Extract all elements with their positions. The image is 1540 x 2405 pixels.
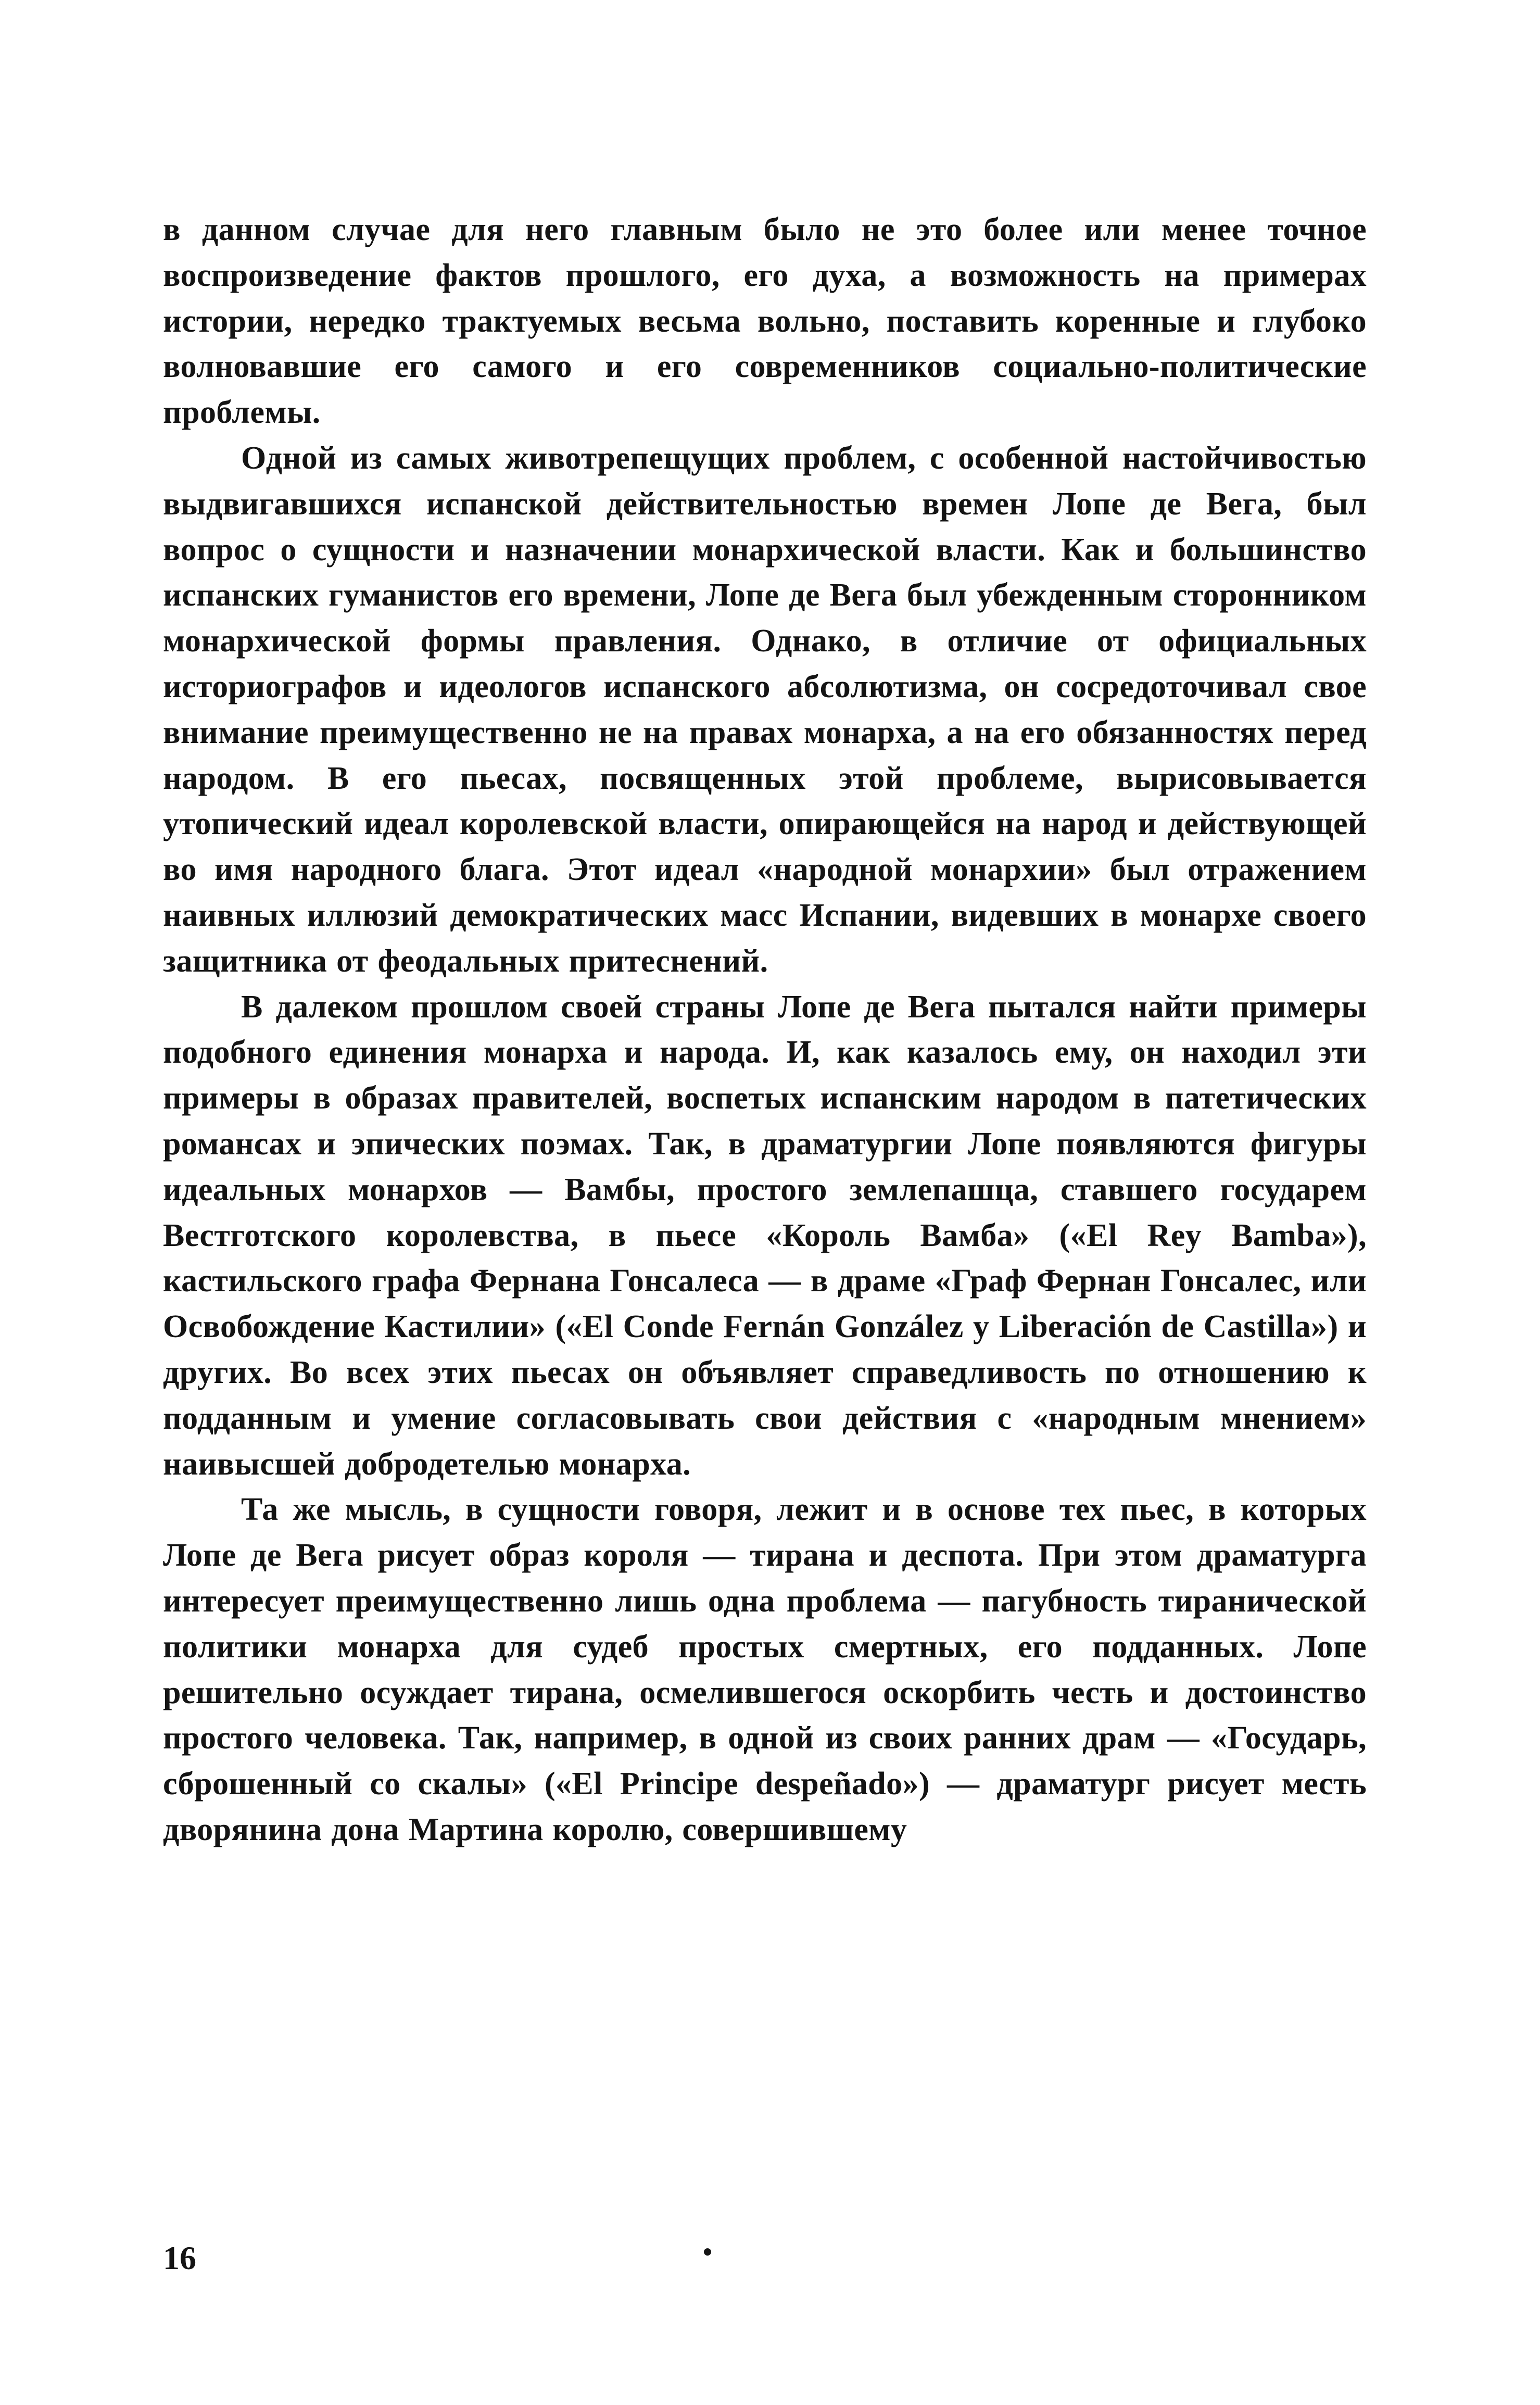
page-body (163, 207, 1367, 1853)
paragraph-4: Та же мысль, в сущности говоря, лежит и в основе тех пьес, в которых Лопе де Вега рисует образ короля — тирана и деспота. При этом драматурга интересует преимущественно лишь одна проблема — пагубность тиранической политики монарха для судеб простых смертных, его подданных. Лопе решительно осуждает тирана, осмелившегося оскорбить честь и достоинство простого человека. Так, например, в одной из своих ранних драм — «Государь, сброшенный со скалы» («El Principe despeñado») — драматург рисует месть дворянина дона Мартина королю, совершившему (163, 1492, 1367, 1847)
paragraph-1: в данном случае для него главным было не это более или менее точное воспроизведение фактов прошлого, его духа, а возможность на примерах истории, нередко трактуемых весьма вольно, поставить коренные и глубоко волновавшие его самого и его современников социально-политические проблемы. (163, 212, 1367, 431)
paragraph-3: В далеком прошлом своей страны Лопе де Вега пытался найти примеры подобного единения монарха и народа. И, как казалось ему, он находил эти примеры в образах правителей, воспетых испанским народом в патетических романсах и эпических поэмах. Так, в драматургии Лопе появляются фигуры идеальных монархов — Вамбы, простого землепашца, ставшего государем Вестготского королевства, в пьесе «Король Вамба» («El Rey Bamba»), кастильского графа Фернана Гонсалеса — в драме «Граф Фернан Гонсалес, или Освобождение Кастилии» («El Conde Fernán González y Liberación de Castilla») и других. Во всех этих пьесах он объявляет справедливость по отношению к подданным и умение согласовывать свои действия с «народным мнением» наивысшей добродетелью монарха. (163, 989, 1367, 1482)
footer-dot (704, 2248, 711, 2256)
paragraph-2: Одной из самых животрепещущих проблем, с особенной настойчивостью выдвигавшихся испанской действительностью времен Лопе де Вега, был вопрос о сущности и назначении монархической власти. Как и большинство испанских гуманистов его времени, Лопе де Вега был убежденным сторонником монархической формы правления. Однако, в отличие от официальных историографов и идеологов испанского абсолютизма, он сосредоточивал свое внимание преимущественно не на правах монарха, а на его обязанностях перед народом. В его пьесах, посвященных этой проблеме, вырисовывается утопический идеал королевской власти, опирающейся на народ и действующей во имя народного блага. Этот идеал «народной монархии» был отражением наивных иллюзий демократических масс Испании, видевших в монархе своего защитника от феодальных притеснений. (163, 440, 1367, 979)
page-number: 16 (163, 2239, 196, 2276)
